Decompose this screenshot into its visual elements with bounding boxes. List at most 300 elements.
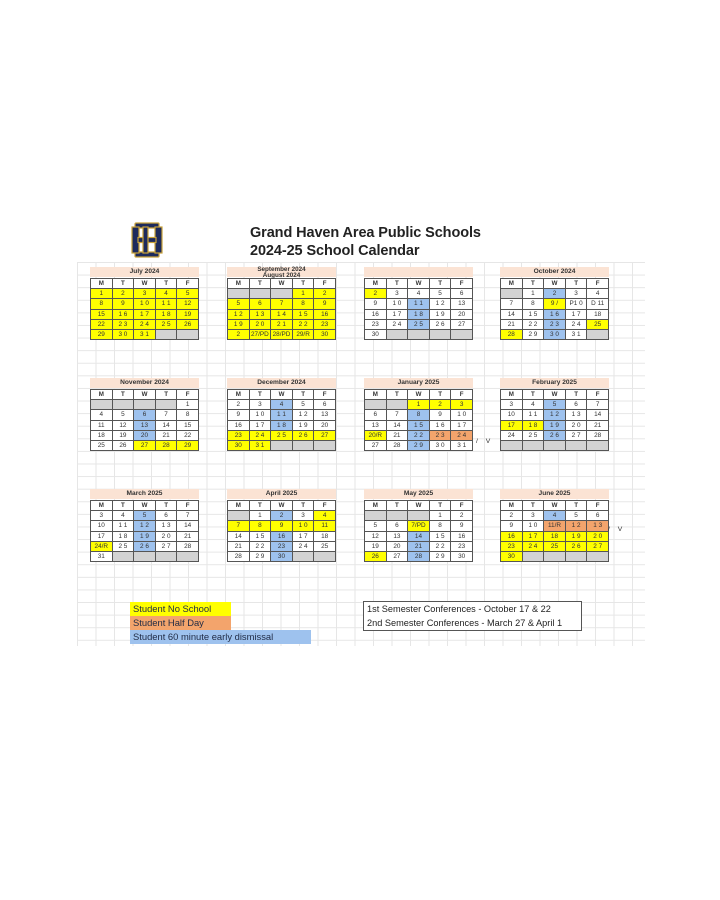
weekday-header: M [228, 390, 250, 400]
day-cell: 2 2 [522, 319, 544, 329]
month-calendar [500, 267, 609, 340]
day-cell: 2 4 [386, 319, 408, 329]
weekday-header: M [501, 279, 523, 289]
day-cell: 1 8 [271, 420, 293, 430]
day-cell: 25 [544, 541, 566, 551]
day-cell: 5 [365, 521, 387, 531]
day-cell: 2 7 [565, 430, 587, 440]
title-calendar: 2024-25 School Calendar [250, 243, 420, 259]
day-cell: P1 0 [565, 299, 587, 309]
month-calendar [227, 378, 336, 451]
day-cell: 2 3 [429, 430, 451, 440]
weekday-header: T [249, 390, 271, 400]
day-cell: 25 [314, 541, 336, 551]
day-cell [314, 440, 336, 450]
weekday-header: T [155, 279, 177, 289]
day-cell [292, 440, 314, 450]
weekday-header: T [112, 501, 134, 511]
day-cell: 1 0 [249, 410, 271, 420]
day-cell: 15 [91, 309, 113, 319]
weekday-header: F [451, 501, 473, 511]
day-cell: 2 6 [565, 541, 587, 551]
month-header: July 2024 [90, 267, 199, 277]
day-cell: 3 0 [112, 329, 134, 339]
day-cell: 2 6 [429, 319, 451, 329]
day-cell: 7 [177, 511, 199, 521]
day-cell: 5 [112, 410, 134, 420]
weekday-header: W [408, 279, 430, 289]
day-cell: 7 [271, 299, 293, 309]
title-district: Grand Haven Area Public Schools [250, 225, 481, 241]
day-cell: 20/R [365, 430, 387, 440]
day-cell [177, 551, 199, 561]
week-row [501, 521, 609, 531]
week-row [501, 289, 609, 299]
day-cell: 7 [386, 410, 408, 420]
day-cell: 10 [501, 410, 523, 420]
day-cell: 10 [91, 521, 113, 531]
day-cell [134, 551, 156, 561]
day-cell: 1 9 [429, 309, 451, 319]
day-cell: 17 [501, 420, 523, 430]
day-cell: 29 [177, 440, 199, 450]
week-row [228, 299, 336, 309]
month-calendar [90, 489, 199, 562]
day-cell: 1 [429, 511, 451, 521]
weekday-header: W [544, 501, 566, 511]
day-cell: 2 6 [544, 430, 566, 440]
day-cell: 1 5 [522, 309, 544, 319]
day-cell [271, 289, 293, 299]
day-cell [155, 551, 177, 561]
week-row [501, 309, 609, 319]
day-cell: 27 [451, 319, 473, 329]
day-cell [587, 551, 609, 561]
weekday-header: T [112, 279, 134, 289]
day-cell: 28 [408, 551, 430, 561]
week-row [365, 299, 473, 309]
day-cell: 1 [408, 400, 430, 410]
day-cell: 1 8 [112, 531, 134, 541]
day-cell: 2 2 [429, 541, 451, 551]
month-header: June 2025 [500, 489, 609, 499]
day-cell: 3 1 [451, 440, 473, 450]
day-cell [408, 329, 430, 339]
weekday-header: F [314, 390, 336, 400]
day-cell: 2 5 [155, 319, 177, 329]
week-row [228, 531, 336, 541]
weekday-header: M [91, 390, 113, 400]
day-cell: 24/R [91, 541, 113, 551]
day-cell: 1 1 [155, 299, 177, 309]
week-row [228, 511, 336, 521]
day-cell: 2 6 [134, 541, 156, 551]
day-cell: 5 [292, 400, 314, 410]
week-row [228, 440, 336, 450]
overflow-note: / V [608, 526, 626, 533]
week-row [365, 410, 473, 420]
day-cell: 8 [91, 299, 113, 309]
day-cell: 3 [522, 511, 544, 521]
day-cell: 11 [314, 521, 336, 531]
day-cell: 21 [501, 319, 523, 329]
legend-half-day: Student Half Day [130, 616, 231, 630]
day-cell: 29 [91, 329, 113, 339]
day-cell: 28 [228, 551, 250, 561]
month-grid [90, 278, 199, 340]
day-cell: 23 [314, 319, 336, 329]
weekday-header: T [429, 279, 451, 289]
day-cell: 5 [134, 511, 156, 521]
day-cell: 27 [134, 440, 156, 450]
week-row [365, 400, 473, 410]
day-cell [501, 289, 523, 299]
day-cell: 21 [408, 541, 430, 551]
day-cell: 1 8 [155, 309, 177, 319]
day-cell: 1 7 [386, 309, 408, 319]
weekday-header: T [429, 390, 451, 400]
day-cell: 3 [386, 289, 408, 299]
day-cell: 9 [314, 299, 336, 309]
day-cell: 22 [177, 430, 199, 440]
day-cell: 1 7 [565, 309, 587, 319]
day-cell: 1 3 [565, 410, 587, 420]
week-row [365, 420, 473, 430]
day-cell: 4 [522, 400, 544, 410]
day-cell [522, 551, 544, 561]
weekday-header: T [429, 501, 451, 511]
week-row [91, 309, 199, 319]
weekday-header: W [271, 390, 293, 400]
day-cell: 1 6 [544, 309, 566, 319]
day-cell: 30 [271, 551, 293, 561]
day-cell: 14 [501, 309, 523, 319]
day-cell: 3 [565, 289, 587, 299]
week-row [228, 400, 336, 410]
day-cell [544, 440, 566, 450]
day-cell: 4 [587, 289, 609, 299]
day-cell: 13 [451, 299, 473, 309]
week-row [501, 440, 609, 450]
day-cell: 18 [587, 309, 609, 319]
week-row [91, 289, 199, 299]
day-cell: 3 [451, 400, 473, 410]
week-row [91, 430, 199, 440]
day-cell: 7 [228, 521, 250, 531]
day-cell: 7 [501, 299, 523, 309]
month-calendar [364, 267, 473, 340]
week-row [91, 400, 199, 410]
day-cell [565, 440, 587, 450]
month-grid [364, 389, 473, 451]
day-cell: 2 4 [451, 430, 473, 440]
week-row [501, 551, 609, 561]
day-cell: 30 [365, 329, 387, 339]
day-cell: 12 [177, 299, 199, 309]
day-cell: 1 [177, 400, 199, 410]
day-cell: 11/R [544, 521, 566, 531]
week-row [501, 410, 609, 420]
weekday-header: T [155, 501, 177, 511]
week-row [501, 299, 609, 309]
week-row [91, 551, 199, 561]
day-cell: 28 [501, 329, 523, 339]
day-cell: 6 [386, 521, 408, 531]
day-cell: 6 [365, 410, 387, 420]
day-cell [587, 440, 609, 450]
day-cell: 8 [408, 410, 430, 420]
day-cell: 1 0 [292, 521, 314, 531]
month-header: April 2025 [227, 489, 336, 499]
month-grid [227, 500, 336, 562]
week-row [228, 430, 336, 440]
day-cell: 25 [91, 440, 113, 450]
legend-early-dismissal: Student 60 minute early dismissal [130, 630, 311, 644]
week-row [365, 319, 473, 329]
day-cell: 7 [587, 400, 609, 410]
day-cell: 28/PD [272, 331, 291, 339]
day-cell: 1 8 [522, 420, 544, 430]
day-cell: 7/PD [408, 521, 430, 531]
week-row [501, 420, 609, 430]
day-cell: 14 [386, 420, 408, 430]
weekday-header: F [587, 279, 609, 289]
day-cell: 1 6 [112, 309, 134, 319]
day-cell: 16 [501, 531, 523, 541]
day-cell: 1 5 [249, 531, 271, 541]
day-cell: 23 [228, 430, 250, 440]
day-cell: 2 0 [587, 531, 609, 541]
day-cell: 1 [249, 511, 271, 521]
month-grid [500, 389, 609, 451]
weekday-header: M [501, 501, 523, 511]
month-header [227, 267, 336, 277]
day-cell: 14 [155, 420, 177, 430]
weekday-header: T [565, 279, 587, 289]
day-cell: 20 [451, 309, 473, 319]
day-cell: 1 5 [429, 531, 451, 541]
day-cell: 1 0 [134, 299, 156, 309]
day-cell: 20 [386, 541, 408, 551]
day-cell: 3 0 [544, 329, 566, 339]
weekday-header: M [91, 501, 113, 511]
month-calendar [227, 267, 336, 340]
day-cell: 1 [292, 289, 314, 299]
day-cell: 21 [177, 531, 199, 541]
weekday-header: T [522, 279, 544, 289]
month-header: November 2024 [90, 378, 199, 388]
day-cell: 1 2 [292, 410, 314, 420]
day-cell [292, 551, 314, 561]
week-row [91, 329, 199, 339]
weekday-header: T [565, 390, 587, 400]
day-cell: 1 0 [386, 299, 408, 309]
day-cell: 24 [501, 430, 523, 440]
weekday-header: F [177, 390, 199, 400]
day-cell: 2 1 [271, 319, 293, 329]
day-cell [155, 329, 177, 339]
day-cell: 28 [587, 430, 609, 440]
day-cell: 29/R [292, 329, 314, 339]
weekday-header: F [451, 390, 473, 400]
month-grid [90, 500, 199, 562]
day-cell: 16 [365, 309, 387, 319]
month-calendar [364, 378, 473, 451]
day-cell: 27 [386, 551, 408, 561]
week-row [228, 541, 336, 551]
day-cell [155, 400, 177, 410]
day-cell: 28 [386, 440, 408, 450]
month-name-overlap: August 2024 [262, 271, 301, 279]
weekday-header: T [155, 390, 177, 400]
weekday-header: W [544, 390, 566, 400]
day-cell: 9 [451, 521, 473, 531]
day-cell [386, 511, 408, 521]
day-cell: 2 [228, 400, 250, 410]
day-cell: 18 [91, 430, 113, 440]
day-cell: 1 3 [249, 309, 271, 319]
week-row [501, 319, 609, 329]
weekday-header: T [386, 501, 408, 511]
day-cell: 2 [271, 511, 293, 521]
day-cell: 5 [565, 511, 587, 521]
day-cell: 4 [544, 511, 566, 521]
week-row [501, 531, 609, 541]
day-cell: 8 [522, 299, 544, 309]
month-header [364, 267, 473, 277]
day-cell [544, 551, 566, 561]
day-cell: 1 1 [271, 410, 293, 420]
day-cell: 1 3 [155, 521, 177, 531]
day-cell: 1 9 [134, 531, 156, 541]
day-cell: 1 9 [292, 420, 314, 430]
weekday-header: T [112, 390, 134, 400]
day-cell: 1 1 [408, 299, 430, 309]
day-cell: 18 [544, 531, 566, 541]
day-cell: 27 [314, 430, 336, 440]
weekday-header: W [134, 390, 156, 400]
day-cell: 1 2 [544, 410, 566, 420]
weekday-header: T [249, 279, 271, 289]
day-cell: 4 [112, 511, 134, 521]
day-cell: 16 [271, 531, 293, 541]
day-cell: 8 [249, 521, 271, 531]
day-cell: 3 0 [429, 440, 451, 450]
day-cell: 4 [408, 289, 430, 299]
week-row [501, 511, 609, 521]
weekday-header: F [587, 501, 609, 511]
day-cell: 2 [544, 289, 566, 299]
day-cell: 2 7 [587, 541, 609, 551]
weekday-header: W [544, 279, 566, 289]
week-row [91, 511, 199, 521]
day-cell: 30 [314, 329, 336, 339]
day-cell: 3 [91, 511, 113, 521]
day-cell: 17 [91, 531, 113, 541]
weekday-header: T [386, 390, 408, 400]
weekday-header: M [501, 390, 523, 400]
day-cell [365, 511, 387, 521]
weekday-header: W [271, 501, 293, 511]
week-row [501, 541, 609, 551]
day-cell: 23 [271, 541, 293, 551]
day-cell: 31 [91, 551, 113, 561]
day-cell: 11 [91, 420, 113, 430]
day-cell [565, 551, 587, 561]
day-cell [587, 329, 609, 339]
month-calendar [90, 378, 199, 451]
weekday-header: T [292, 390, 314, 400]
day-cell: 2 [451, 511, 473, 521]
day-cell: 1 5 [292, 309, 314, 319]
day-cell: 20 [134, 430, 156, 440]
month-header: May 2025 [364, 489, 473, 499]
day-cell: 14 [587, 410, 609, 420]
day-cell: 23 [501, 541, 523, 551]
month-grid [364, 278, 473, 340]
day-cell: 30 [451, 551, 473, 561]
month-calendar [500, 489, 609, 562]
day-cell [134, 400, 156, 410]
day-cell: 3 [249, 400, 271, 410]
month-calendar [364, 489, 473, 562]
day-cell [112, 551, 134, 561]
day-cell: 27 [365, 440, 387, 450]
day-cell: 21 [587, 420, 609, 430]
day-cell: 1 9 [228, 319, 250, 329]
conference-semester-2: 2nd Semester Conferences - March 27 & April 1 [367, 618, 563, 628]
day-cell [177, 329, 199, 339]
week-row [501, 400, 609, 410]
day-cell: 1 2 [134, 521, 156, 531]
month-header: February 2025 [500, 378, 609, 388]
week-row [365, 551, 473, 561]
day-cell: 2 9 [408, 440, 430, 450]
day-cell: 18 [314, 531, 336, 541]
day-cell: 2 0 [565, 420, 587, 430]
day-cell: 3 1 [565, 329, 587, 339]
day-cell: 19 [177, 309, 199, 319]
day-cell: 9 [501, 521, 523, 531]
day-cell: 21 [228, 541, 250, 551]
week-row [365, 309, 473, 319]
weekday-header: F [177, 501, 199, 511]
day-cell: 28 [177, 541, 199, 551]
weekday-header: T [292, 501, 314, 511]
day-cell: 1 5 [408, 420, 430, 430]
day-cell: 5 [177, 289, 199, 299]
day-cell: 4 [271, 400, 293, 410]
week-row [228, 329, 336, 339]
day-cell: 2 4 [249, 430, 271, 440]
day-cell: 9 [429, 410, 451, 420]
week-row [91, 299, 199, 309]
day-cell: 2 4 [134, 319, 156, 329]
day-cell: 26 [365, 551, 387, 561]
weekday-header: M [228, 279, 250, 289]
day-cell: 1 2 [565, 521, 587, 531]
day-cell [408, 511, 430, 521]
weekday-header: F [451, 279, 473, 289]
week-row [228, 551, 336, 561]
day-cell: 1 9 [544, 420, 566, 430]
day-cell: 2 [112, 289, 134, 299]
day-cell: 2 2 [408, 430, 430, 440]
day-cell: 6 [565, 400, 587, 410]
week-row [228, 309, 336, 319]
week-row [228, 319, 336, 329]
weekday-header: T [565, 501, 587, 511]
